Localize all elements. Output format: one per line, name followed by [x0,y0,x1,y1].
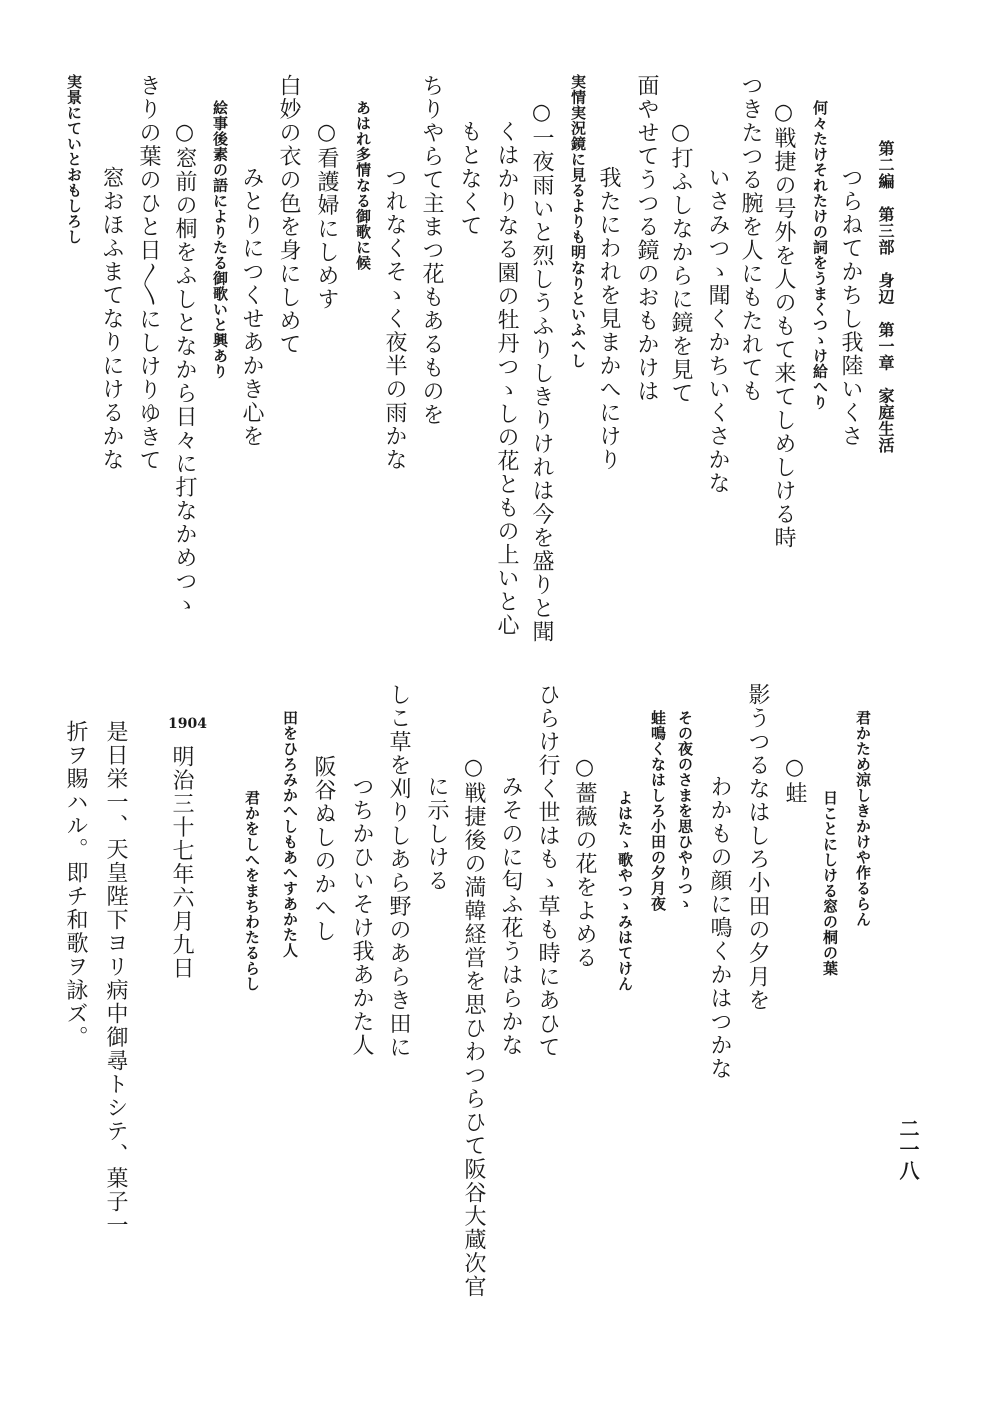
year-label: 1904 [168,716,207,732]
upper-line-6: ○打ふしなからに鏡を見て [668,120,693,405]
lower-line-18: 君かをしへをまちわたるらし [243,790,261,992]
upper-line-3: ○戦捷の号外を人のもて来てしめしける時 [771,100,796,550]
lower-line-3: ○蛙 [782,755,807,805]
lower-line-11: みそのに匂ふ花うはらかな [498,775,523,1057]
upper-line-22: 窓おほふまてなりにけるかな [99,166,124,472]
lower-line-10: ひらけ行く世はもゝ草も時にあひて [535,683,560,1059]
upper-line-13: ちりやらて主まつ花もあるものを [419,74,444,427]
upper-line-2: 何々たけそれたけの詞をうまくつゝけ給へり [811,100,829,410]
lower-line-16: 阪谷ぬしのかへし [311,755,336,943]
lower-line-21: 折ヲ賜ハル。即チ和歌ヲ詠ズ。 [63,720,88,1049]
lower-line-20: 是日栄一、天皇陛下ヨリ病中御尋トシテ、菓子一 [103,720,128,1237]
lower-line-17: 田をひろみかへしもあへすあかた人 [281,710,299,958]
upper-line-19: 絵事後素の語によりたる御歌いと興あり [211,100,229,379]
upper-line-18: みとりにつくせあかき心を [239,166,264,448]
upper-line-23: 実景にていとおもしろし [65,74,83,245]
upper-line-7: 面やせてうつる鏡のおもかけは [634,74,659,403]
lower-line-8: よはたゝ歌やつゝみはてけん [616,790,634,992]
lower-line-9: ○薔薇の花をよめる [572,755,597,970]
upper-line-8: 我たにわれを見まかへにけり [596,166,621,472]
upper-line-16: ○看護婦にしめす [314,120,339,311]
lower-line-13: に示しける [424,775,449,893]
upper-line-10: ○一夜雨いと烈しうふりしきりけれは今を盛りと聞 [529,100,554,644]
lower-line-2: 日ことにしける窓の桐の葉 [821,790,839,976]
running-header: 第二編 第三部 身辺 第一章 家庭生活 [876,140,895,454]
lower-line-7: 蛙鳴くなはしろ小田の夕月夜 [649,710,667,912]
upper-line-9: 実情実況鏡に見るよりも明なりといふへし [569,74,587,369]
upper-line-17: 白妙の衣の色を身にしめて [276,74,301,356]
date-line: 明治三十七年六月九日 [169,745,194,980]
upper-line-12: もとなくて [457,120,482,238]
lower-line-12: ○戦捷後の満韓経営を思ひわつらひて阪谷大蔵次官 [461,755,486,1299]
upper-line-14: つれなくそゝく夜半の雨かな [382,166,407,472]
lower-line-5: わかもの顔に鳴くかはつかな [707,775,732,1081]
lower-line-14: しこ草を刈りしあら野のあらき田に [386,683,411,1059]
lower-line-6: その夜のさまを思ひやりつゝ [676,710,694,912]
lower-line-15: つちかひいそけ我あかた人 [349,775,374,1057]
upper-line-4: つきたつる腕を人にもたれても [738,74,763,403]
upper-line-15: あはれ多情なる御歌に候 [354,100,372,271]
upper-line-21: きりの葉のひと日〳〵にしけりゆきて [136,74,161,472]
upper-line-1: つらねてかちし我陸いくさ [838,166,863,448]
upper-line-20: ○窓前の桐をふしとなから日々に打なかめつゝ [172,120,197,617]
lower-line-1: 君かため涼しきかけや作るらん [854,710,872,927]
lower-line-4: 影うつるなはしろ小田の夕月を [745,683,770,1012]
page-number: 二一八 [896,1118,920,1181]
upper-line-5: いさみつゝ聞くかちいくさかな [705,166,730,495]
upper-line-11: くはかりなる園の牡丹つゝしの花ともの上いと心 [494,120,519,637]
